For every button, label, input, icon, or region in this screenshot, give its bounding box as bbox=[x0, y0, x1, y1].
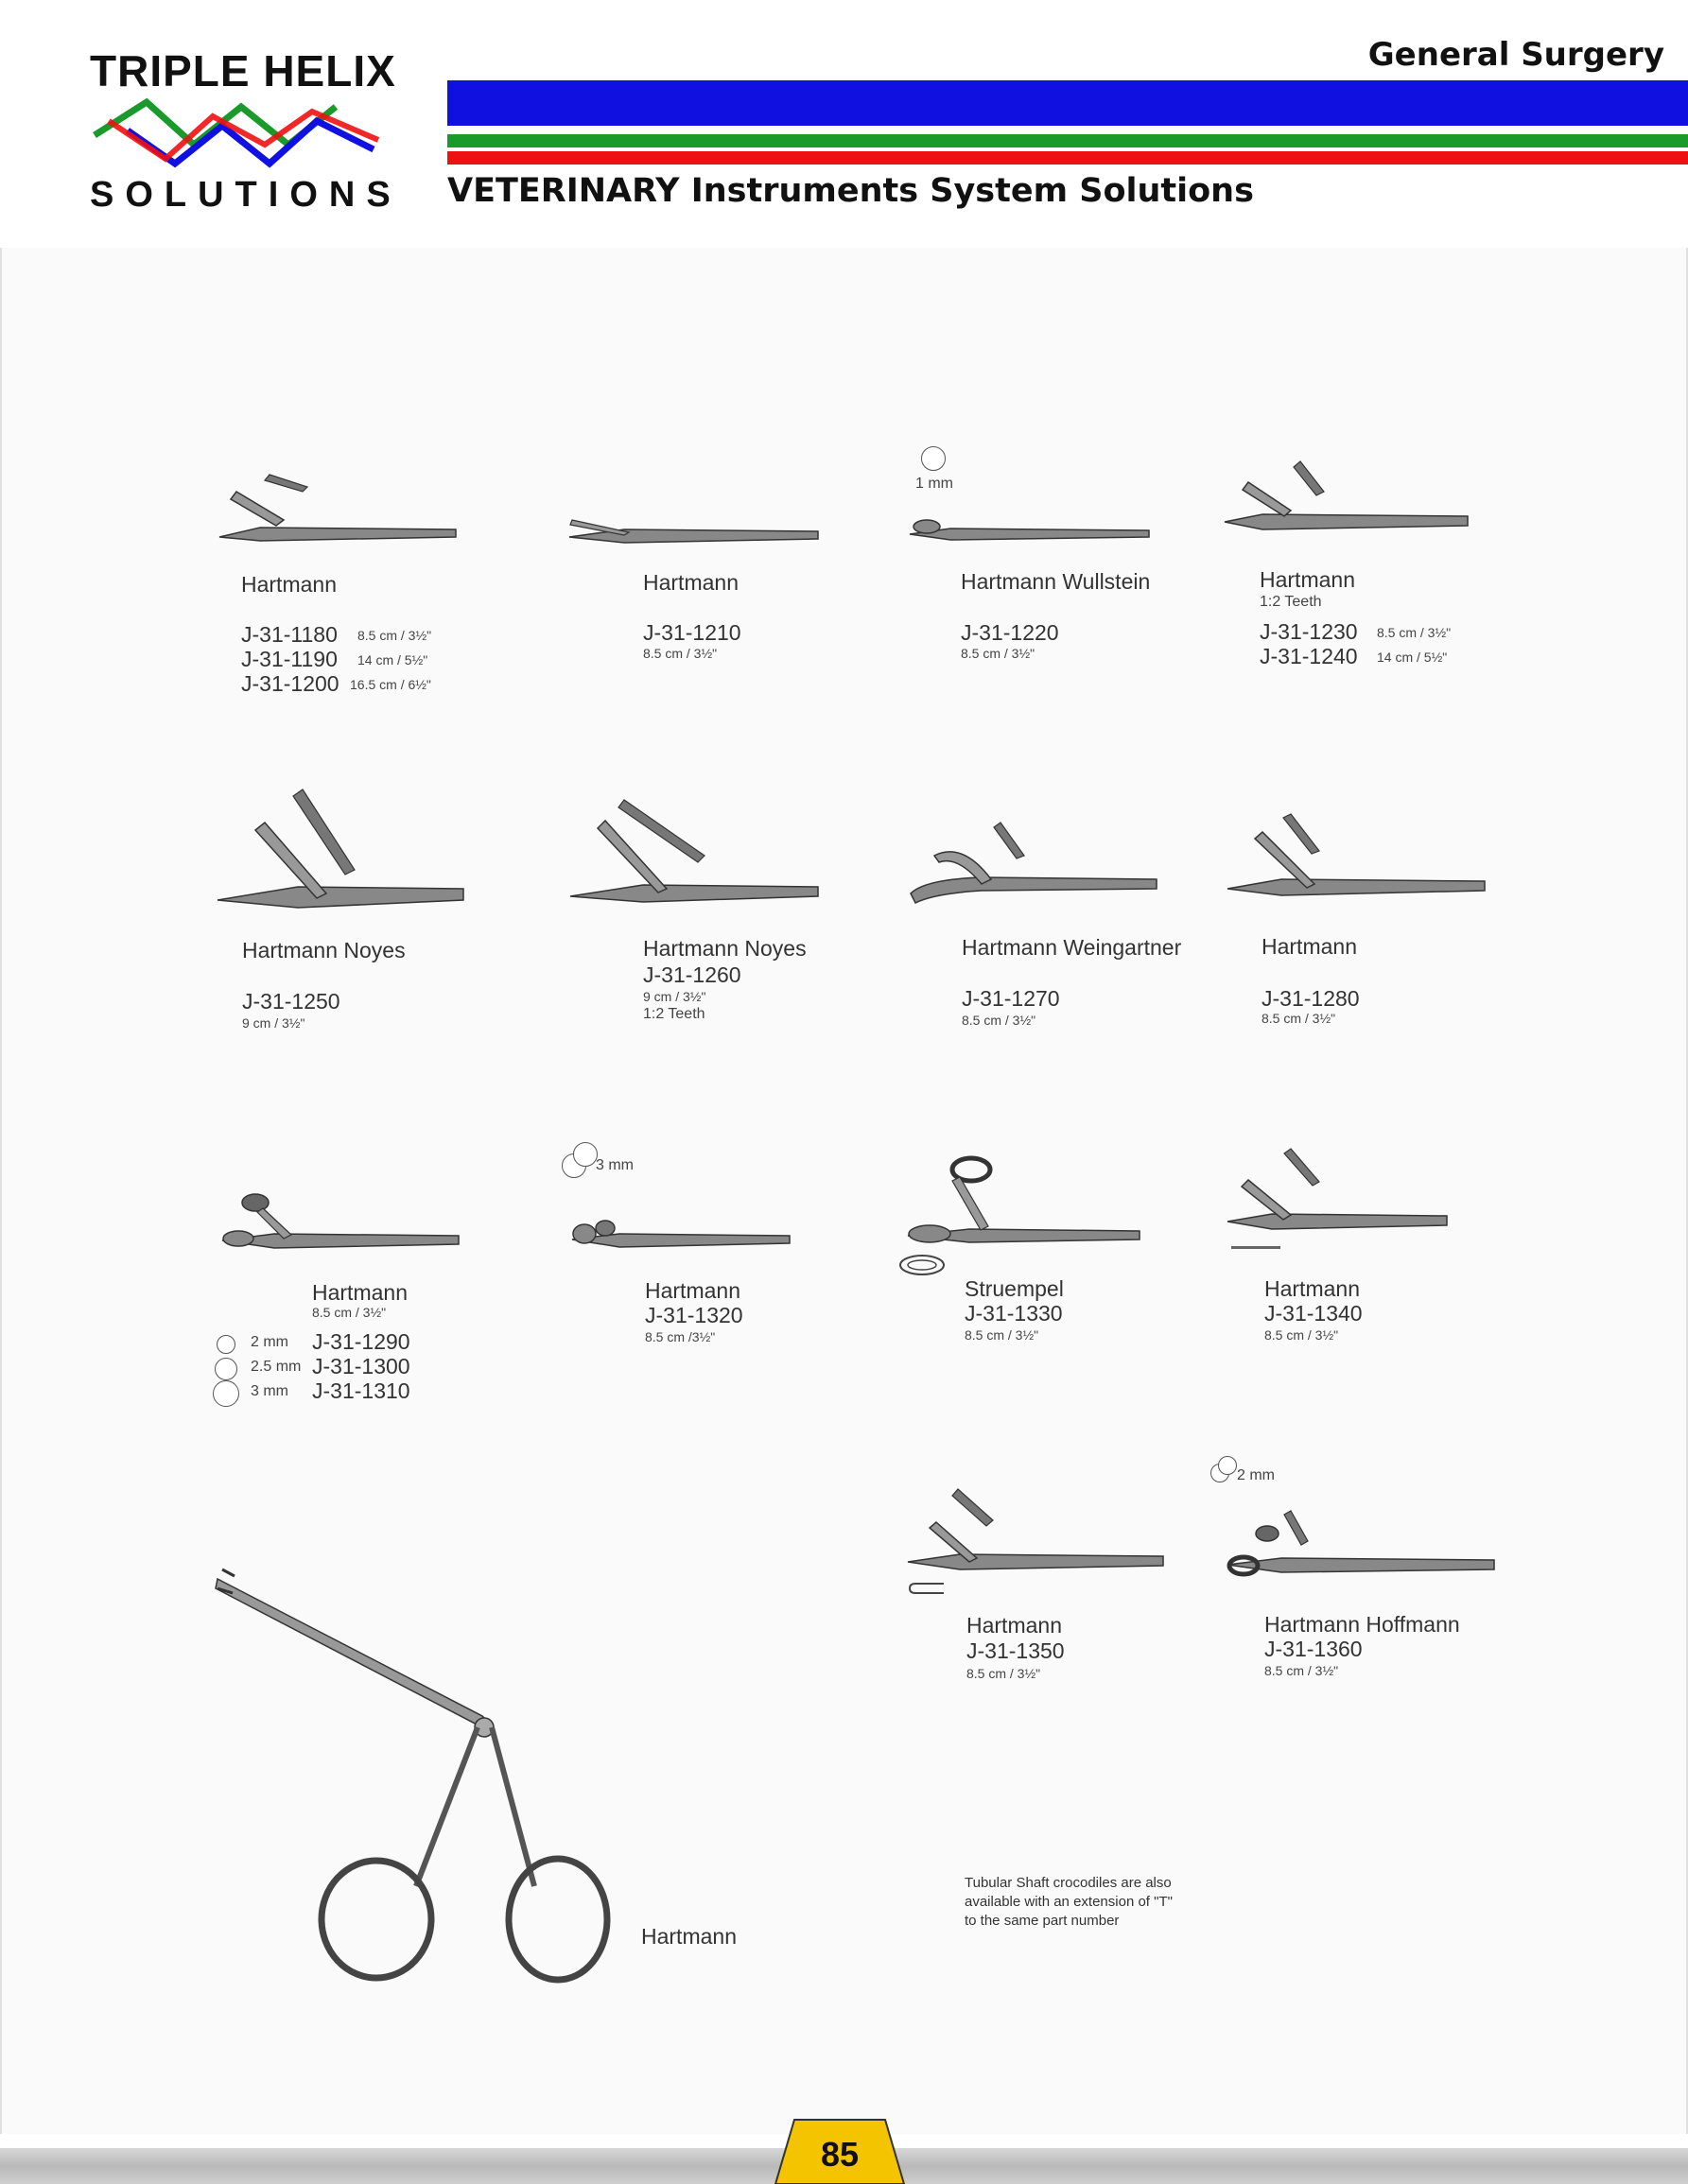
tip-size-label: 2 mm bbox=[1237, 1467, 1275, 1483]
product-code: J-31-1270 bbox=[962, 986, 1060, 1011]
product-size: 14 cm / 5½" bbox=[357, 652, 428, 667]
logo-subtitle: SOLUTIONS bbox=[90, 175, 402, 215]
product-name: Hartmann Hoffmann bbox=[1264, 1612, 1460, 1637]
forceps-hartmann-noyes-teeth-image bbox=[567, 794, 823, 908]
product-size: 8.5 cm /3½" bbox=[645, 1329, 716, 1344]
forceps-hartmann-teeth-image bbox=[1220, 454, 1475, 534]
tip-size-label: 3 mm bbox=[596, 1157, 634, 1173]
helix-logo-icon bbox=[90, 93, 383, 178]
forceps-hartmann-wullstein-image bbox=[908, 506, 1154, 544]
product-size: 8.5 cm / 3½" bbox=[962, 1013, 1036, 1028]
product-code: J-31-1210 bbox=[643, 620, 741, 645]
product-note: 1:2 Teeth bbox=[1260, 594, 1322, 610]
product-size: 8.5 cm / 3½" bbox=[312, 1305, 387, 1320]
tagline: VETERINARY Instruments System Solutions bbox=[447, 172, 1254, 210]
section-title: General Surgery bbox=[1367, 36, 1664, 74]
forceps-hartmann-hoffmann-image bbox=[1225, 1503, 1499, 1584]
tip-size-circle-icon bbox=[573, 1142, 598, 1167]
product-code: J-31-1350 bbox=[966, 1638, 1065, 1663]
tip-size-label: 1 mm bbox=[915, 476, 953, 492]
product-code: J-31-1280 bbox=[1262, 986, 1360, 1011]
product-size: 8.5 cm / 3½" bbox=[961, 646, 1035, 661]
tip-shape-icon bbox=[1231, 1246, 1280, 1249]
forceps-hartmann-image bbox=[1225, 808, 1489, 903]
forceps-hartmann-image bbox=[567, 501, 823, 548]
product-name: Hartmann bbox=[641, 1924, 737, 1949]
product-name: Hartmann bbox=[966, 1613, 1062, 1638]
logo-title: TRIPLE HELIX bbox=[90, 46, 396, 95]
product-name: Hartmann bbox=[241, 572, 337, 597]
product-size: 9 cm / 3½" bbox=[242, 1015, 305, 1031]
tip-size-circle-icon bbox=[1218, 1456, 1237, 1475]
product-code: J-31-1230 bbox=[1260, 619, 1358, 644]
product-name: Struempel bbox=[965, 1276, 1064, 1301]
tip-size-circle-icon bbox=[217, 1335, 235, 1354]
tip-size-circle-icon bbox=[215, 1358, 237, 1380]
tip-size-circle-icon bbox=[213, 1380, 239, 1407]
product-code: J-31-1240 bbox=[1260, 644, 1358, 668]
struempel-tip-icon bbox=[898, 1254, 946, 1276]
product-name: Hartmann bbox=[1260, 567, 1355, 592]
forceps-hartmann-cup-image bbox=[218, 1182, 463, 1257]
product-name: Hartmann Wullstein bbox=[961, 569, 1151, 594]
availability-note: Tubular Shaft crocodiles are also available with an extension of "T" to the same part number bbox=[965, 1875, 1173, 1929]
forceps-hartmann-weingartner-image bbox=[906, 813, 1161, 908]
product-size: 8.5 cm / 3½" bbox=[1264, 1327, 1339, 1343]
product-name: Hartmann bbox=[312, 1280, 408, 1305]
product-size: 14 cm / 5½" bbox=[1377, 650, 1448, 665]
header-green-bar bbox=[447, 134, 1688, 147]
forceps-hartmann-image bbox=[218, 463, 463, 548]
product-size: 8.5 cm / 3½" bbox=[965, 1327, 1039, 1343]
product-code: J-31-1360 bbox=[1264, 1637, 1363, 1661]
product-name: Hartmann bbox=[643, 570, 739, 595]
product-code: J-31-1250 bbox=[242, 989, 340, 1014]
forceps-struempel-image bbox=[903, 1149, 1158, 1262]
tip-size-circle-icon bbox=[921, 446, 946, 471]
product-name: Hartmann bbox=[645, 1278, 740, 1303]
tip-size-label: 3 mm bbox=[251, 1383, 288, 1399]
product-code: J-31-1200 bbox=[241, 671, 339, 696]
product-code: J-31-1220 bbox=[961, 620, 1059, 645]
product-name: Hartmann bbox=[1262, 934, 1357, 959]
tip-shape-icon bbox=[908, 1582, 946, 1595]
product-code: J-31-1310 bbox=[312, 1378, 410, 1403]
product-size: 8.5 cm / 3½" bbox=[966, 1666, 1041, 1681]
page-number: 85 bbox=[820, 2135, 860, 2174]
forceps-hartmann-image bbox=[1225, 1144, 1461, 1239]
forceps-hartmann-image bbox=[903, 1484, 1168, 1579]
product-code: J-31-1330 bbox=[965, 1301, 1063, 1326]
product-code: J-31-1290 bbox=[312, 1329, 410, 1354]
product-size: 9 cm / 3½" bbox=[643, 989, 706, 1004]
product-size: 8.5 cm / 3½" bbox=[643, 646, 718, 661]
product-name: Hartmann Noyes bbox=[242, 938, 406, 962]
product-name: Hartmann bbox=[1264, 1276, 1360, 1301]
product-size: 8.5 cm / 3½" bbox=[1377, 625, 1452, 640]
product-size: 16.5 cm / 6½" bbox=[350, 677, 431, 692]
hartmann-scissor-handle-image bbox=[208, 1565, 615, 1990]
product-code: J-31-1340 bbox=[1264, 1301, 1363, 1326]
product-name: Hartmann Weingartner bbox=[962, 935, 1182, 960]
tip-size-label: 2.5 mm bbox=[251, 1359, 302, 1375]
header-blue-bar bbox=[447, 80, 1688, 126]
product-size: 8.5 cm / 3½" bbox=[357, 628, 432, 643]
product-code: J-31-1300 bbox=[312, 1354, 410, 1378]
product-code: J-31-1260 bbox=[643, 962, 741, 987]
product-code: J-31-1320 bbox=[645, 1303, 743, 1327]
product-size: 8.5 cm / 3½" bbox=[1264, 1663, 1339, 1678]
product-code: J-31-1190 bbox=[241, 647, 338, 671]
product-name: Hartmann Noyes bbox=[643, 936, 807, 961]
header-red-bar bbox=[447, 151, 1688, 165]
forceps-hartmann-cup-image bbox=[567, 1205, 794, 1253]
product-size: 8.5 cm / 3½" bbox=[1262, 1011, 1336, 1026]
product-code: J-31-1180 bbox=[241, 622, 338, 647]
product-note: 1:2 Teeth bbox=[643, 1006, 705, 1022]
forceps-hartmann-noyes-image bbox=[213, 785, 468, 917]
tip-size-label: 2 mm bbox=[251, 1334, 288, 1350]
